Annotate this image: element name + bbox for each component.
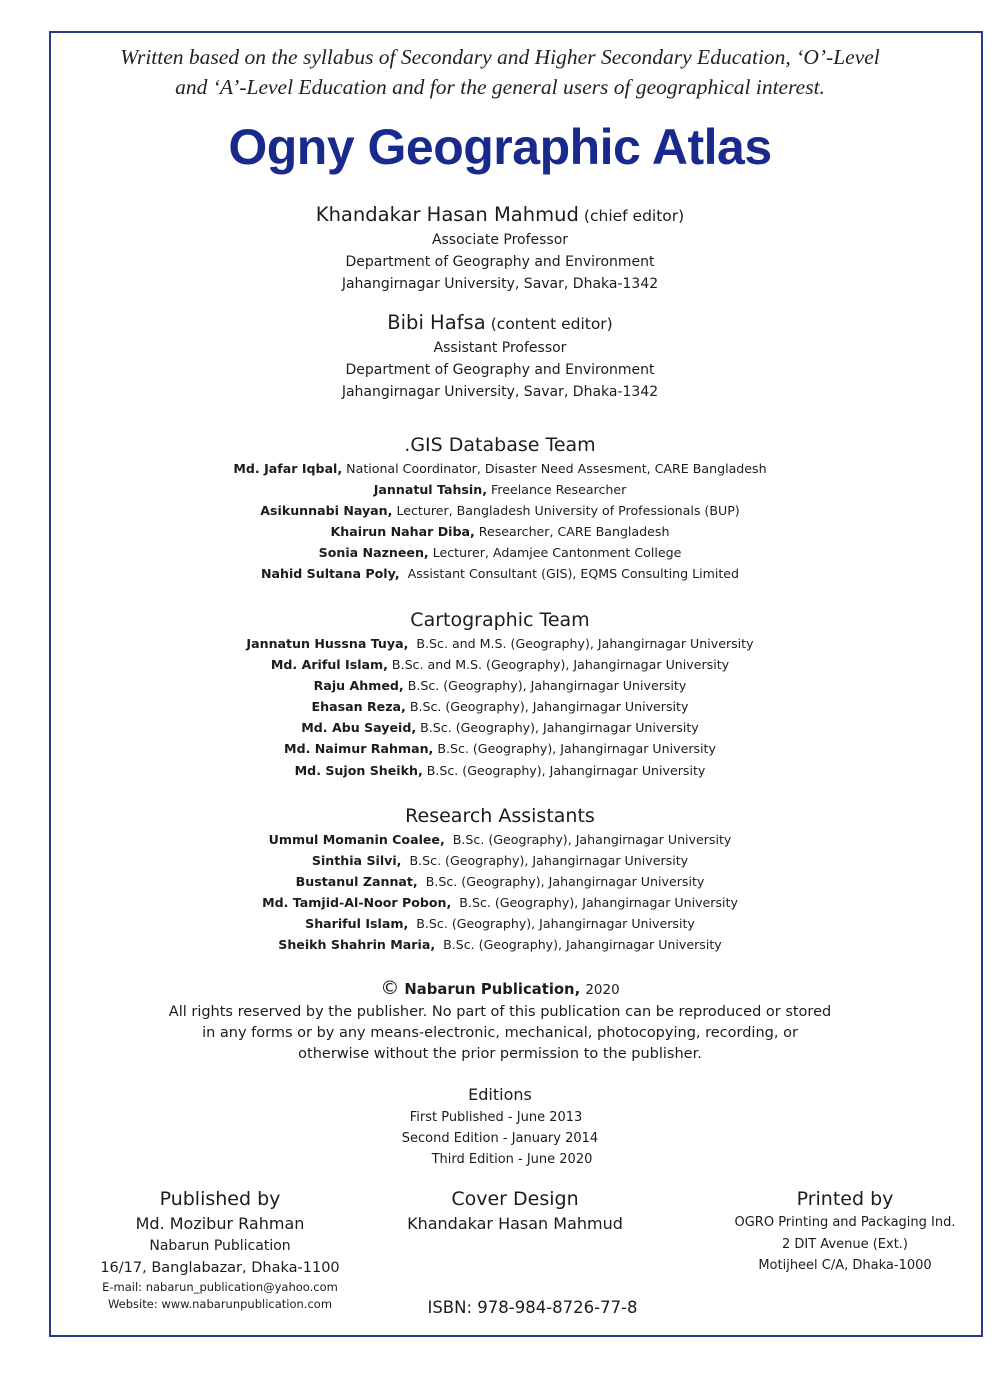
member-name: Asikunnabi Nayan, (260, 503, 393, 519)
team-member (0, 892, 1000, 913)
member-name: Md. Tamjid-Al-Noor Pobon, (262, 895, 452, 911)
copyright-block (0, 976, 1000, 1065)
published-by-heading: Published by (159, 1188, 281, 1210)
content-editor-department: Department of Geography and Environment (345, 362, 655, 378)
member-name: Md. Sujon Sheikh, (294, 762, 423, 778)
member-detail: Lecturer, Adamjee Cantonment College (428, 545, 682, 561)
editions-block (0, 1083, 1000, 1171)
research-assistants (0, 803, 1000, 956)
member-name: Sheikh Shahrin Maria, (278, 937, 436, 953)
intro-text (0, 42, 1000, 102)
member-detail: B.Sc. and M.S. (Geography), Jahangirnagar University (408, 636, 754, 651)
team-member (0, 633, 1000, 654)
chief-editor-name: Khandakar Hasan Mahmud (315, 203, 579, 226)
edition-item: Third Edition - June 2020 (431, 1152, 593, 1168)
publisher-website[interactable]: Website: www.nabarunpublication.com (107, 1297, 333, 1311)
member-detail: B.Sc. (Geography), Jahangirnagar University (422, 762, 706, 778)
member-detail: B.Sc. (Geography), Jahangirnagar University (416, 720, 699, 736)
copyright-year: 2020 (585, 982, 620, 998)
member-detail: B.Sc. (Geography), Jahangirnagar University (433, 741, 716, 757)
chief-editor-department: Department of Geography and Environment (345, 254, 655, 270)
member-detail: Assistant Consultant (GIS), EQMS Consulting Limited (399, 566, 740, 582)
chief-editor-role: (chief editor) (583, 207, 685, 225)
content-editor-university: Jahangirnagar University, Savar, Dhaka-1342 (341, 384, 659, 400)
gis-team (0, 432, 1000, 585)
rights-line-3: otherwise without the prior permission to the publisher. (298, 1046, 702, 1062)
copyright-holder: Nabarun Publication, (404, 981, 581, 998)
printer-org: OGRO Printing and Packaging Ind. (734, 1215, 956, 1230)
team-member (0, 654, 1000, 675)
team-member (0, 542, 1000, 563)
research-team-list (0, 829, 1000, 956)
chief-editor-position: Associate Professor (431, 232, 569, 248)
atlas-title: Ogny Geographic Atlas (228, 119, 772, 175)
team-member (0, 829, 1000, 850)
member-detail: Freelance Researcher (487, 482, 627, 498)
member-name: Bustanul Zannat, (295, 874, 418, 890)
gis-team-heading: .GIS Database Team (404, 434, 596, 456)
cartographic-team (0, 607, 1000, 781)
publisher-name: Md. Mozibur Rahman (135, 1214, 305, 1233)
cover-designer-name: Khandakar Hasan Mahmud (407, 1214, 623, 1233)
printer-address-1: 2 DIT Avenue (Ext.) (781, 1236, 909, 1252)
team-member (0, 871, 1000, 892)
carto-team-list (0, 633, 1000, 781)
edition-item: First Published - June 2013 (409, 1110, 583, 1125)
content-editor (0, 310, 1000, 403)
member-name: Md. Abu Sayeid, (301, 720, 417, 736)
member-name: Sonia Nazneen, (318, 545, 429, 561)
team-member (0, 479, 1000, 500)
member-name: Md. Ariful Islam, (270, 657, 388, 673)
chief-editor (0, 202, 1000, 295)
member-name: Jannatun Hussna Tuya, (246, 636, 409, 651)
team-member (0, 717, 1000, 738)
member-detail: B.Sc. (Geography), Jahangirnagar University (417, 874, 705, 890)
team-member (0, 675, 1000, 696)
printed-by-block (720, 1186, 970, 1277)
member-detail: B.Sc. (Geography), Jahangirnagar University (451, 895, 738, 911)
copyright-icon: © (380, 977, 400, 999)
team-member (0, 934, 1000, 955)
member-detail: B.Sc. (Geography), Jahangirnagar University (401, 853, 689, 869)
content-editor-name: Bibi Hafsa (387, 311, 486, 334)
team-member (0, 696, 1000, 717)
team-member (0, 913, 1000, 934)
team-member (0, 500, 1000, 521)
member-detail: B.Sc. (Geography), Jahangirnagar University (405, 699, 689, 715)
publisher-address: 16/17, Banglabazar, Dhaka-1100 (100, 1260, 340, 1276)
team-member (0, 850, 1000, 871)
intro-line-1: Written based on the syllabus of Secondary and Higher Secondary Education, ‘O’-Level (120, 45, 880, 69)
member-name: Jannatul Tahsin, (373, 482, 487, 498)
member-detail: B.Sc. (Geography), Jahangirnagar University (408, 916, 695, 932)
member-name: Md. Jafar Iqbal, (233, 461, 343, 476)
editions-heading: Editions (468, 1085, 532, 1104)
member-detail: B.Sc. (Geography), Jahangirnagar University (444, 832, 732, 847)
member-detail: B.Sc. and M.S. (Geography), Jahangirnagar University (387, 657, 730, 673)
member-name: Md. Naimur Rahman, (284, 741, 434, 757)
carto-team-heading: Cartographic Team (410, 609, 590, 631)
team-member (0, 521, 1000, 542)
member-name: Raju Ahmed, (313, 678, 404, 694)
member-detail: Researcher, CARE Bangladesh (474, 524, 670, 540)
published-by-block (95, 1186, 345, 1313)
rights-line-1: All rights reserved by the publisher. No part of this publication can be reproduced or stored (168, 1004, 832, 1020)
publisher-org: Nabarun Publication (149, 1238, 291, 1254)
team-member (0, 563, 1000, 584)
team-member (0, 458, 1000, 479)
member-name: Nahid Sultana Poly, (260, 566, 400, 582)
member-name: Shariful Islam, (305, 916, 409, 932)
isbn: ISBN: 978-984-8726-77-8 (427, 1298, 638, 1317)
content-editor-role: (content editor) (490, 315, 613, 333)
team-member (0, 760, 1000, 781)
member-detail: B.Sc. (Geography), Jahangirnagar University (403, 678, 687, 694)
member-detail: Lecturer, Bangladesh University of Professionals (BUP) (392, 503, 740, 519)
chief-editor-university: Jahangirnagar University, Savar, Dhaka-1342 (341, 276, 659, 292)
gis-team-list (0, 458, 1000, 585)
cover-design-block (390, 1186, 640, 1235)
rights-line-2: in any forms or by any means-electronic, mechanical, photocopying, recording, or (202, 1025, 798, 1041)
member-name: Ummul Momanin Coalee, (268, 832, 445, 847)
member-name: Khairun Nahar Diba, (330, 524, 475, 540)
cover-design-heading: Cover Design (451, 1188, 579, 1210)
intro-line-2: and ‘A’-Level Education and for the general users of geographical interest. (175, 75, 825, 99)
content-editor-position: Assistant Professor (433, 340, 567, 356)
printed-by-heading: Printed by (796, 1188, 894, 1210)
member-name: Ehasan Reza, (311, 699, 406, 715)
printer-address-2: Motijheel C/A, Dhaka-1000 (758, 1258, 932, 1273)
member-detail: National Coordinator, Disaster Need Assesment, CARE Bangladesh (342, 461, 767, 476)
member-detail: B.Sc. (Geography), Jahangirnagar University (435, 937, 722, 953)
publisher-email[interactable]: E-mail: nabarun_publication@yahoo.com (102, 1280, 338, 1294)
research-team-heading: Research Assistants (405, 805, 595, 827)
edition-item: Second Edition - January 2014 (401, 1131, 599, 1147)
member-name: Sinthia Silvi, (311, 853, 402, 869)
team-member (0, 738, 1000, 759)
